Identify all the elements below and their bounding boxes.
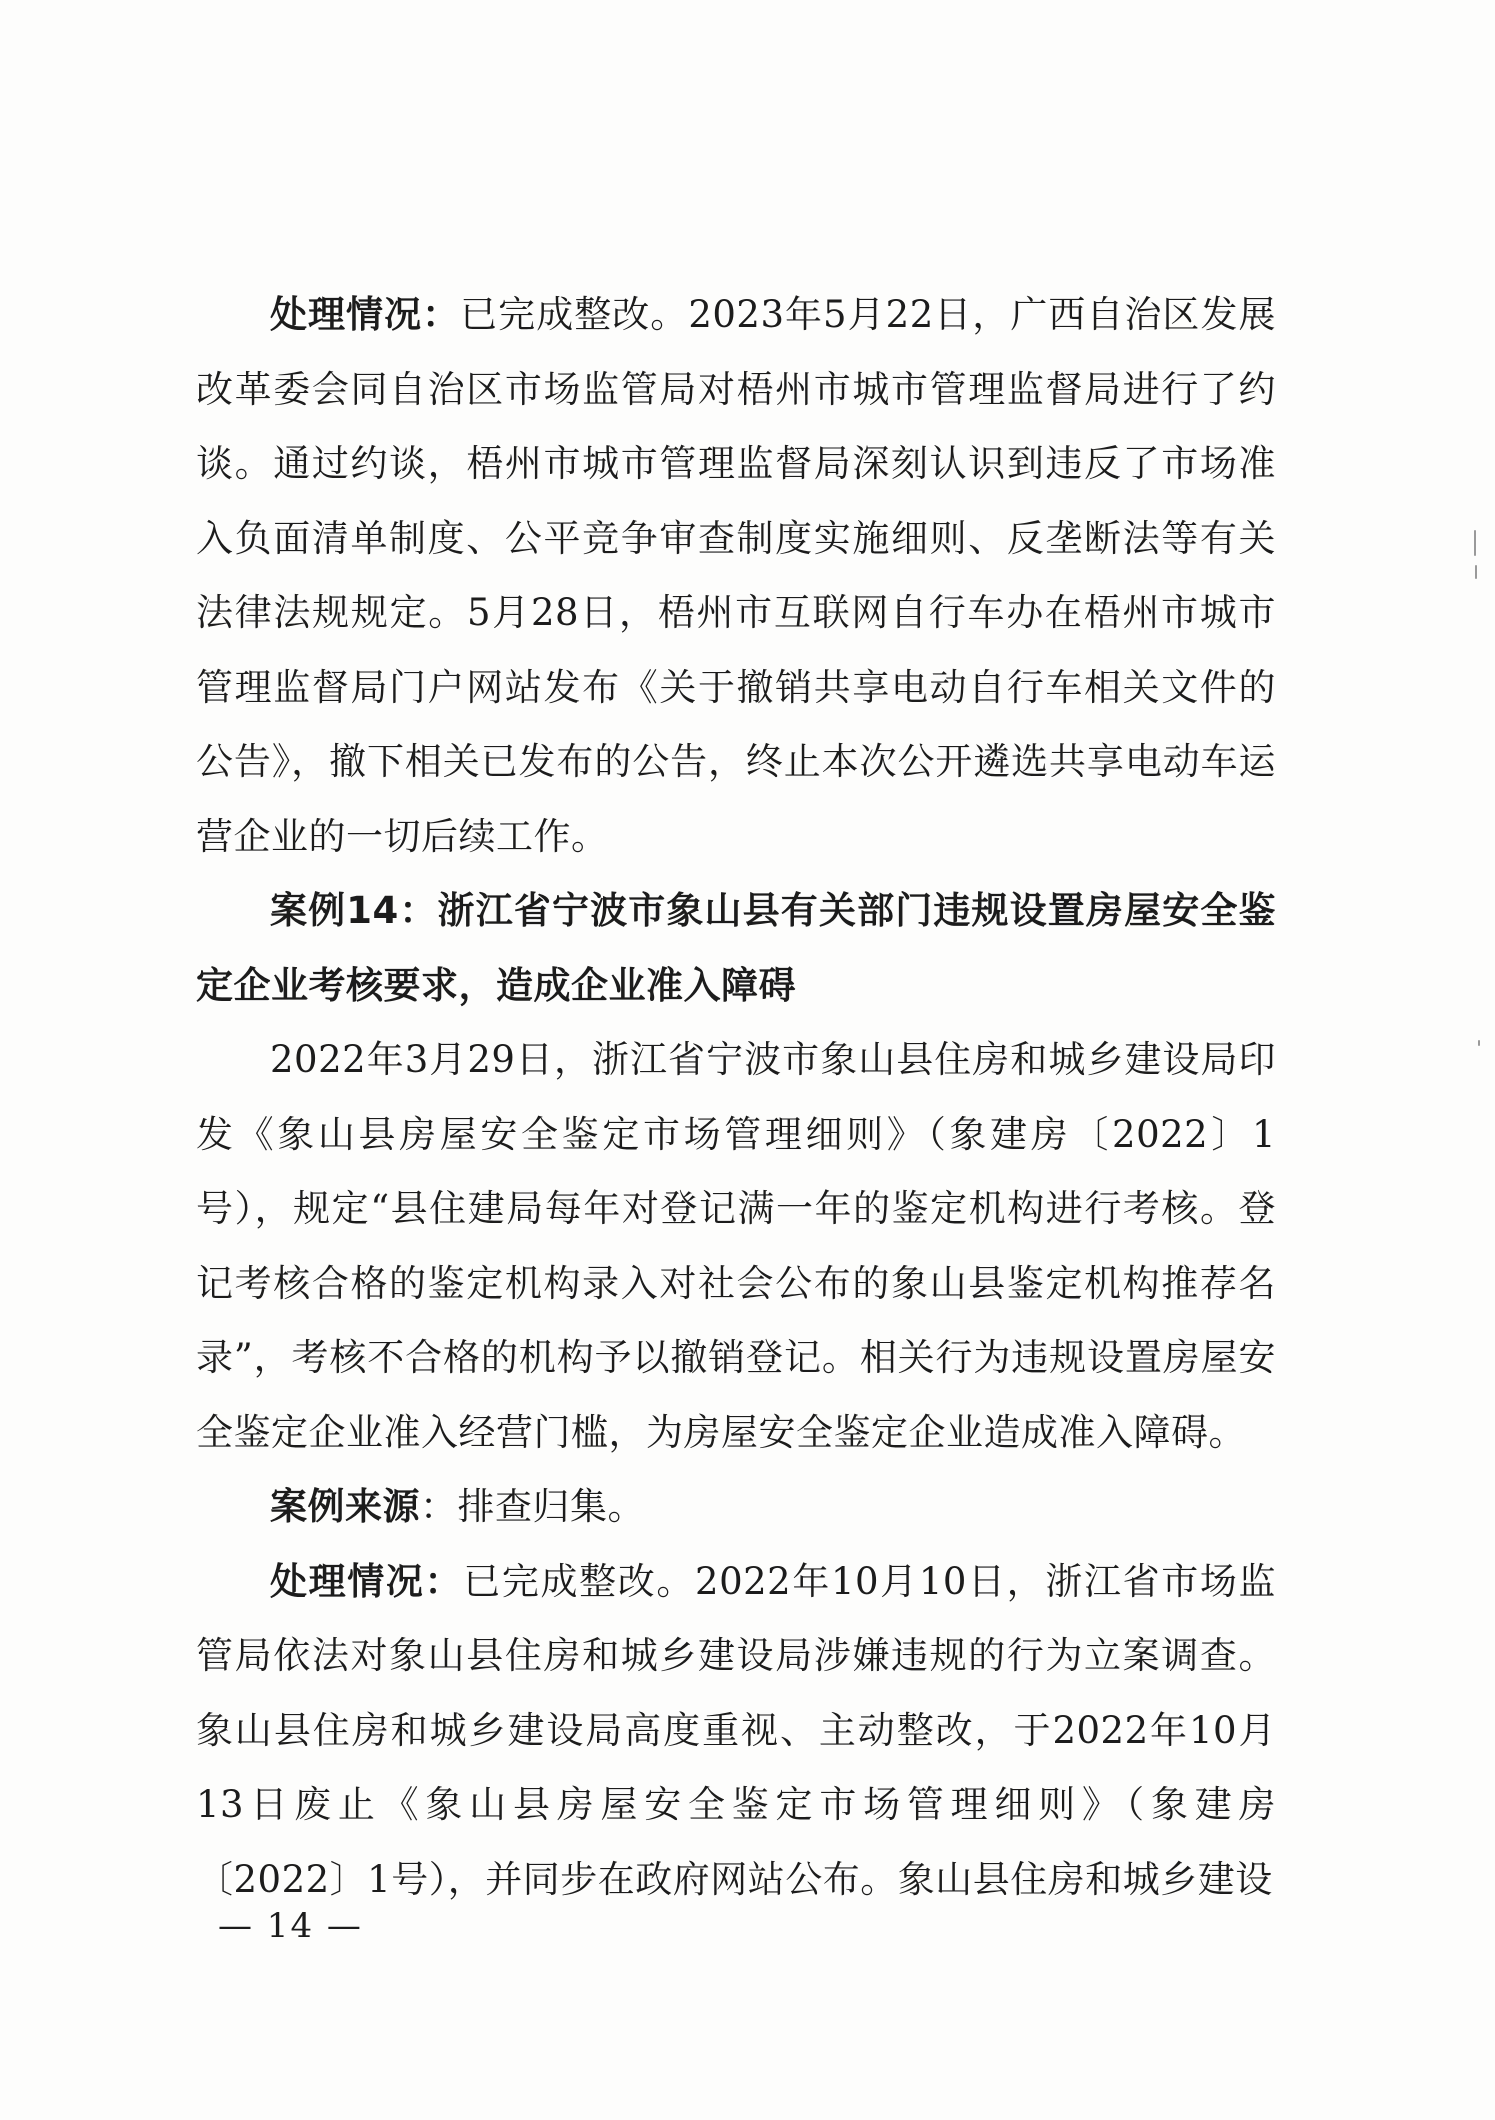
paragraph-case-source (196, 1470, 1276, 1545)
scan-speck (1475, 565, 1477, 579)
case-source-text: ：排查归集。 (420, 1485, 645, 1528)
paragraph-handling-xiangshan (196, 1545, 1276, 1918)
paragraph-text: 已完成整改。2023年5月22日，广西自治区发展改革委会同自治区市场监管局对梧州市城市管理监督局进行了约谈。通过约谈，梧州市城市管理监督局深刻认识到违反了市场准入负面清单制度、公平竞争审查制度实施细则、反垄断法等有关法律法规规定。5月28日，梧州市互联网自行车办在梧州市城市管理监督局门户网站发布《关于撤销共享电动自行车相关文件的公告》，撤下相关已发布的公告，终止本次公开遴选共享电动车运营企业的一切后续工作。 (196, 293, 1276, 858)
page-number: — 14 — (218, 1906, 363, 1946)
paragraph-handling-wuzhou (196, 278, 1276, 874)
document-body (196, 278, 1276, 1917)
case-14-heading: 案例14：浙江省宁波市象山县有关部门违规设置房屋安全鉴定企业考核要求，造成企业准入障碍 (196, 889, 1276, 1007)
paragraph-case-14-body: 2022年3月29日，浙江省宁波市象山县住房和城乡建设局印发《象山县房屋安全鉴定市场管理细则》（象建房〔2022〕1号），规定“县住建局每年对登记满一年的鉴定机构进行考核。登记考核合格的鉴定机构录入对社会公布的象山县鉴定机构推荐名录”，考核不合格的机构予以撤销登记。相关行为违规设置房屋安全鉴定企业准入经营门槛，为房屋安全鉴定企业造成准入障碍。 (196, 1038, 1276, 1454)
scan-speck (1478, 1040, 1480, 1046)
label-handling: 处理情况： (270, 1559, 464, 1603)
scan-speck (1474, 530, 1476, 556)
paragraph-text: 已完成整改。2022年10月10日，浙江省市场监管局依法对象山县住房和城乡建设局涉嫌违规的行为立案调查。象山县住房和城乡建设局高度重视、主动整改，于2022年10月13日废止《象山县房屋安全鉴定市场管理细则》（象建房〔2022〕1号），并同步在政府网站公布。象山县住房和城乡建设 (196, 1559, 1277, 1901)
label-case-source: 案例来源 (270, 1485, 420, 1528)
label-handling: 处理情况： (270, 293, 461, 336)
